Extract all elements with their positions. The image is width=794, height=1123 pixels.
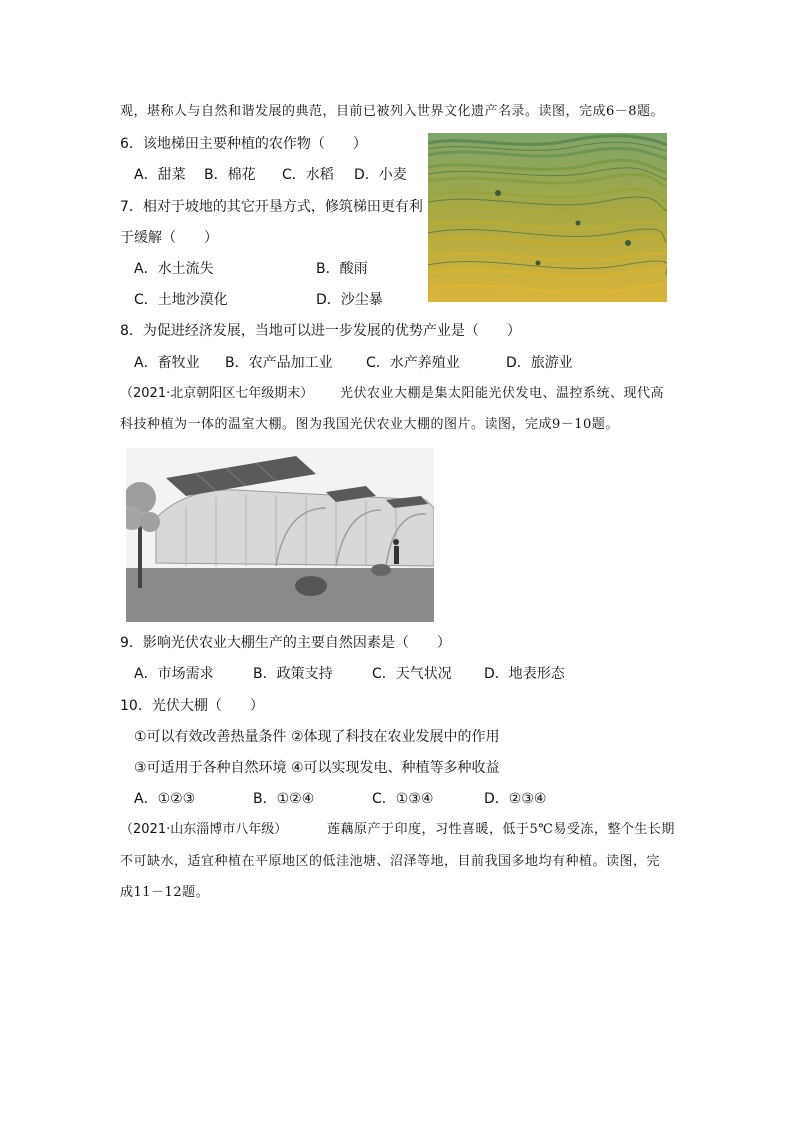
q7-option-d: D．沙尘暴 [316,292,383,308]
solar-greenhouse-photo [126,448,434,622]
q10-option-c: C．①③④ [372,791,434,807]
q7-option-c: C．土地沙漠化 [134,292,228,308]
question-9-stem: 9．影响光伏农业大棚生产的主要自然因素是（ ） [120,635,451,651]
source-11-12: （2021·山东淄博市八年级） [120,822,288,837]
intro-text-6-8: 观，堪称人与自然和谐发展的典范，目前已被列入世界文化遗产名录。读图，完成6－8题。 [120,104,665,119]
source-9-10: （2021·北京朝阳区七年级期末） [120,386,314,401]
question-7-stem-line-1: 7．相对于坡地的其它开垦方式，修筑梯田更有利 [120,199,423,215]
q8-option-c: C．水产养殖业 [366,355,460,371]
q10-option-b: B．①②④ [253,791,315,807]
q9-option-a: A．市场需求 [134,666,214,682]
q9-option-b: B．政策支持 [253,666,333,682]
intro-11-12-line-1: 莲藕原产于印度，习性喜暖，低于5℃易受冻，整个生长期 [327,822,675,837]
q6-option-c: C．水稻 [282,167,334,183]
q8-option-d: D．旅游业 [506,355,573,371]
intro-11-12-line-2: 不可缺水，适宜种植在平原地区的低洼池塘、沼泽等地，目前我国多地均有种植。读图，完 [120,854,661,869]
q8-option-a: A．畜牧业 [134,355,200,371]
q10-option-d: D．②③④ [484,791,547,807]
q6-option-a: A．甜菜 [134,167,186,183]
question-6-stem: 6．该地梯田主要种植的农作物（ ） [120,136,367,152]
question-10-stem: 10．光伏大棚（ ） [120,698,264,714]
terraced-fields-photo [428,133,667,302]
q9-option-d: D．地表形态 [484,666,565,682]
question-7-stem-line-2: 于缓解（ ） [120,230,218,246]
intro-9-10-line-2: 科技种植为一体的温室大棚。图为我国光伏农业大棚的图片。读图，完成9－10题。 [120,417,619,432]
q10-option-a: A．①②③ [134,791,196,807]
q7-option-b: B．酸雨 [316,261,368,277]
q10-statements-1-2: ①可以有效改善热量条件 ②体现了科技在农业发展中的作用 [134,729,500,745]
q7-option-a: A．水土流失 [134,261,214,277]
intro-9-10-line-1: 光伏农业大棚是集太阳能光伏发电、温控系统、现代高 [340,386,665,401]
q6-option-b: B．棉花 [204,167,256,183]
question-8-stem: 8．为促进经济发展，当地可以进一步发展的优势产业是（ ） [120,323,521,339]
q9-option-c: C．天气状况 [372,666,452,682]
intro-11-12-line-3: 成11－12题。 [120,885,210,900]
q10-statements-3-4: ③可适用于各种自然环境 ④可以实现发电、种植等多种收益 [134,760,500,776]
q6-option-d: D．小麦 [354,167,407,183]
q8-option-b: B．农产品加工业 [225,355,333,371]
